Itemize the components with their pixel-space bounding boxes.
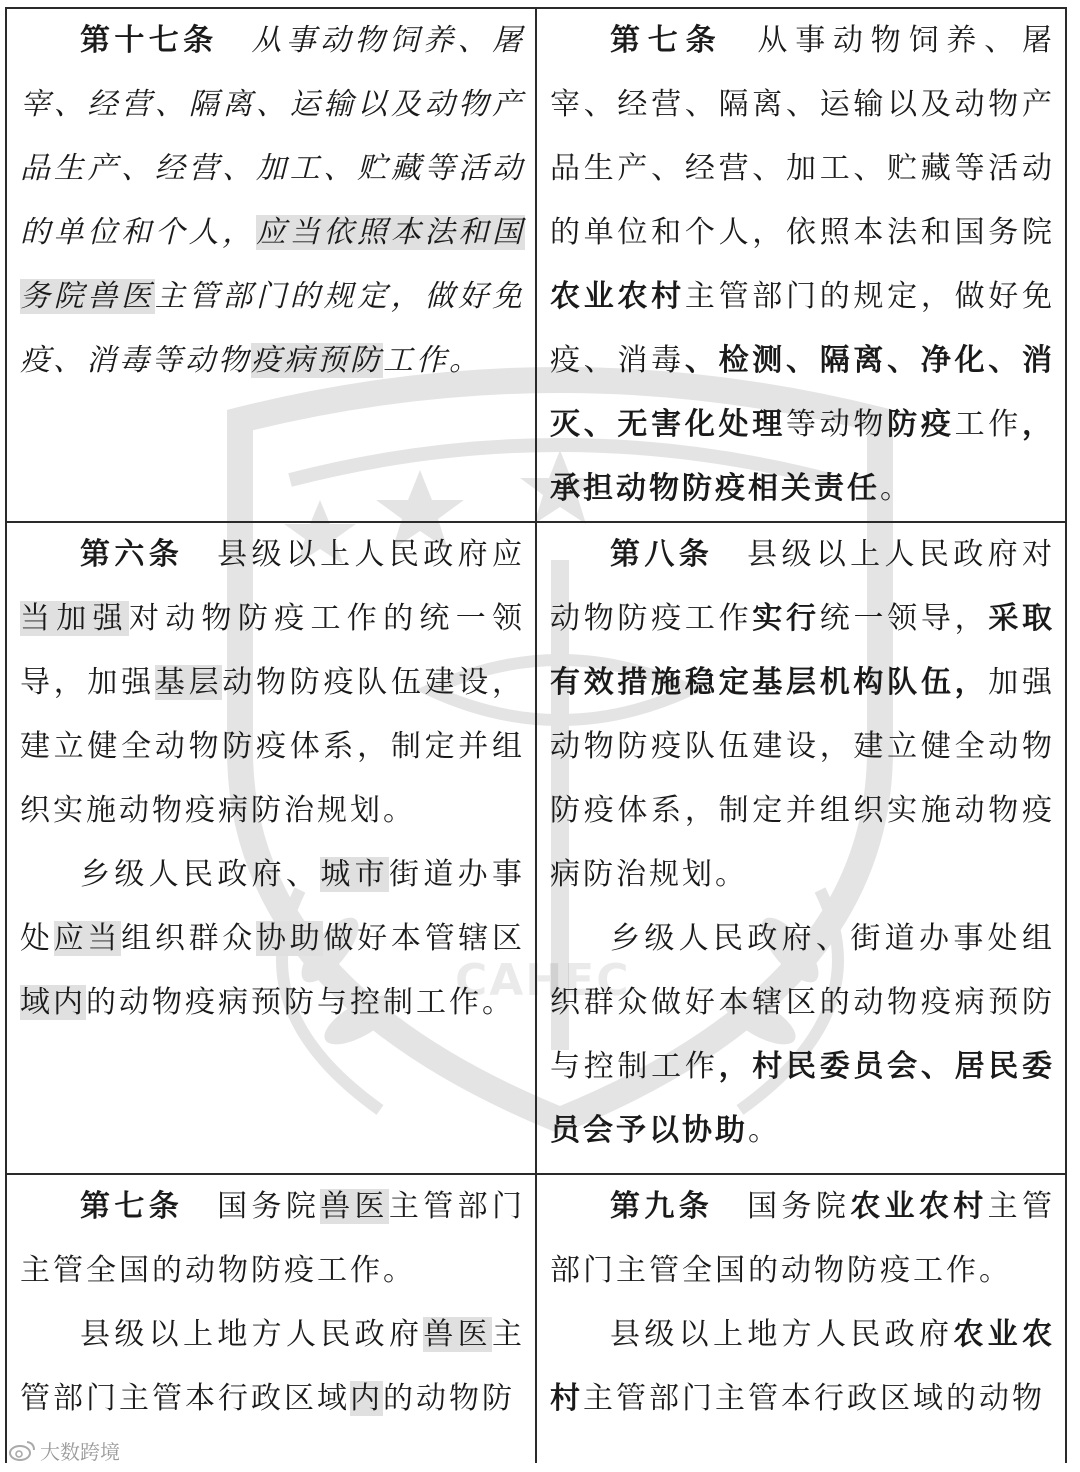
article-text: 县级以上地方人民政府: [80, 1317, 424, 1352]
article-text: 主管部门主管本行政区域: [20, 1317, 526, 1416]
deleted-text-highlight: 域内: [20, 985, 86, 1020]
deleted-text-highlight: 疫病: [251, 343, 317, 378]
article-paragraph: [550, 907, 1055, 1163]
article-number: 第九条: [610, 1189, 714, 1224]
article-text: 从事动物饲养、屠宰、经营、隔离、运输以及动物产品生产、经营、加工、贮藏等活动的单位和个人，依照本法和国务院: [550, 23, 1056, 250]
source-watermark: [8, 1436, 120, 1465]
article-number: 第七条: [610, 23, 724, 58]
article-text: 国务院: [217, 1189, 321, 1224]
article-number: 第七条: [80, 1189, 184, 1224]
footer-label: 大数跨境: [40, 1440, 120, 1464]
new-article-cell: [536, 1174, 1066, 1463]
article-text: 从事动物饲养、屠宰、经营、隔离、运输以及动物产品生产、经营、加工、贮藏等活动的单位和个人，: [20, 23, 526, 250]
article-text: 县级以上人民政府应: [217, 537, 526, 572]
added-text: 采取有效措施稳定基层机构队伍，: [550, 601, 1056, 700]
old-article-cell: [6, 1174, 536, 1463]
article-text: 工作。: [383, 343, 482, 378]
article-text: 乡级人民政府、街道办事处组织群众做好本辖区的动物疫病预防与控制工作: [550, 921, 1055, 1084]
article-text: 主管部门的规定，做好免疫、消毒等动物: [20, 279, 526, 378]
deleted-text-highlight: 预防: [317, 343, 383, 378]
article-paragraph: [20, 523, 525, 843]
article-paragraph: [20, 843, 525, 1035]
table-row: [6, 1174, 1066, 1463]
article-text: 主管部门的规定，做好免疫、消毒: [550, 279, 1056, 378]
article-number: 第十七条: [80, 23, 218, 58]
article-paragraph: [550, 1175, 1055, 1303]
article-text: 动物防疫队伍建设，建立健全动物防疫体系，制定并组织实施动物疫病防治规划。: [20, 665, 526, 828]
deleted-text-highlight: 协助: [256, 921, 324, 956]
article-text: 组织群众: [121, 921, 257, 956]
deleted-text-highlight: 当加强: [20, 601, 129, 636]
added-text: 、检测、隔离、净化、消灭、无害化处理: [550, 343, 1056, 442]
deleted-text-highlight: 应当依照本法和国务院: [20, 215, 525, 314]
deleted-text-highlight: 兽医: [423, 1317, 493, 1352]
deleted-text-highlight: 内: [350, 1381, 383, 1416]
article-text: 街道办事处: [20, 857, 526, 956]
added-text: 农业农村: [550, 279, 685, 314]
article-text: 等动物: [786, 407, 888, 442]
added-text: 实行: [752, 601, 820, 636]
article-text: 县级以上地方人民政府: [610, 1317, 954, 1352]
deleted-text-highlight: 城市: [320, 857, 390, 892]
watermark-text: CAHEC: [455, 955, 631, 1006]
old-article-cell: [6, 522, 536, 1174]
deleted-text-highlight: 基层: [154, 665, 223, 700]
new-article-cell: [536, 8, 1066, 522]
article-number: 第六条: [80, 537, 184, 572]
article-text: 加强动物防疫队伍建设，建立健全动物防疫体系，制定并组织实施动物疫病防治规划。: [550, 665, 1056, 892]
article-text: 。: [880, 471, 913, 506]
new-article-cell: [536, 522, 1066, 1174]
article-text: 主管部门主管全国的动物防疫工作。: [550, 1189, 1056, 1288]
article-paragraph: [20, 1175, 525, 1303]
article-paragraph: [550, 1303, 1055, 1431]
article-text: 县级以上人民政府对动物防疫工作: [550, 537, 1056, 636]
article-text: 乡级人民政府、: [80, 857, 321, 892]
table-row: [6, 522, 1066, 1174]
added-text: 农业农村: [550, 1317, 1056, 1416]
article-text: 国务院: [747, 1189, 851, 1224]
article-paragraph: [20, 9, 525, 393]
old-article-cell: [6, 8, 536, 522]
law-comparison-table: [5, 7, 1067, 1463]
added-text: 防疫: [887, 407, 955, 442]
article-text: 的动物疫病预防与控制工作。: [86, 985, 515, 1020]
article-paragraph: [550, 523, 1055, 907]
article-paragraph: [550, 9, 1055, 521]
added-text: 农业农村: [850, 1189, 988, 1224]
article-text: 主管部门主管本行政区域的动物: [583, 1381, 1045, 1416]
table-row: [6, 8, 1066, 522]
article-text: 。: [748, 1113, 781, 1148]
added-text: ，承担动物防疫相关责任: [550, 407, 1056, 506]
added-text: ，村民委员会、居民委员会予以协助: [550, 1049, 1056, 1148]
article-number: 第八条: [610, 537, 714, 572]
article-text: 做好本管辖区: [323, 921, 526, 956]
article-text: 主管部门主管全国的动物防疫工作。: [20, 1189, 526, 1288]
weibo-logo-icon: [8, 1440, 36, 1462]
deleted-text-highlight: 兽医: [87, 279, 155, 314]
article-paragraph: [20, 1303, 525, 1431]
article-text: 工作: [954, 407, 1023, 442]
article-text: 的动物防: [383, 1381, 515, 1416]
deleted-text-highlight: 应当: [53, 921, 122, 956]
article-text: 对动物防疫工作的统一领导，加强: [20, 601, 526, 700]
article-text: 统一领导，: [819, 601, 989, 636]
deleted-text-highlight: 兽医: [320, 1189, 389, 1224]
